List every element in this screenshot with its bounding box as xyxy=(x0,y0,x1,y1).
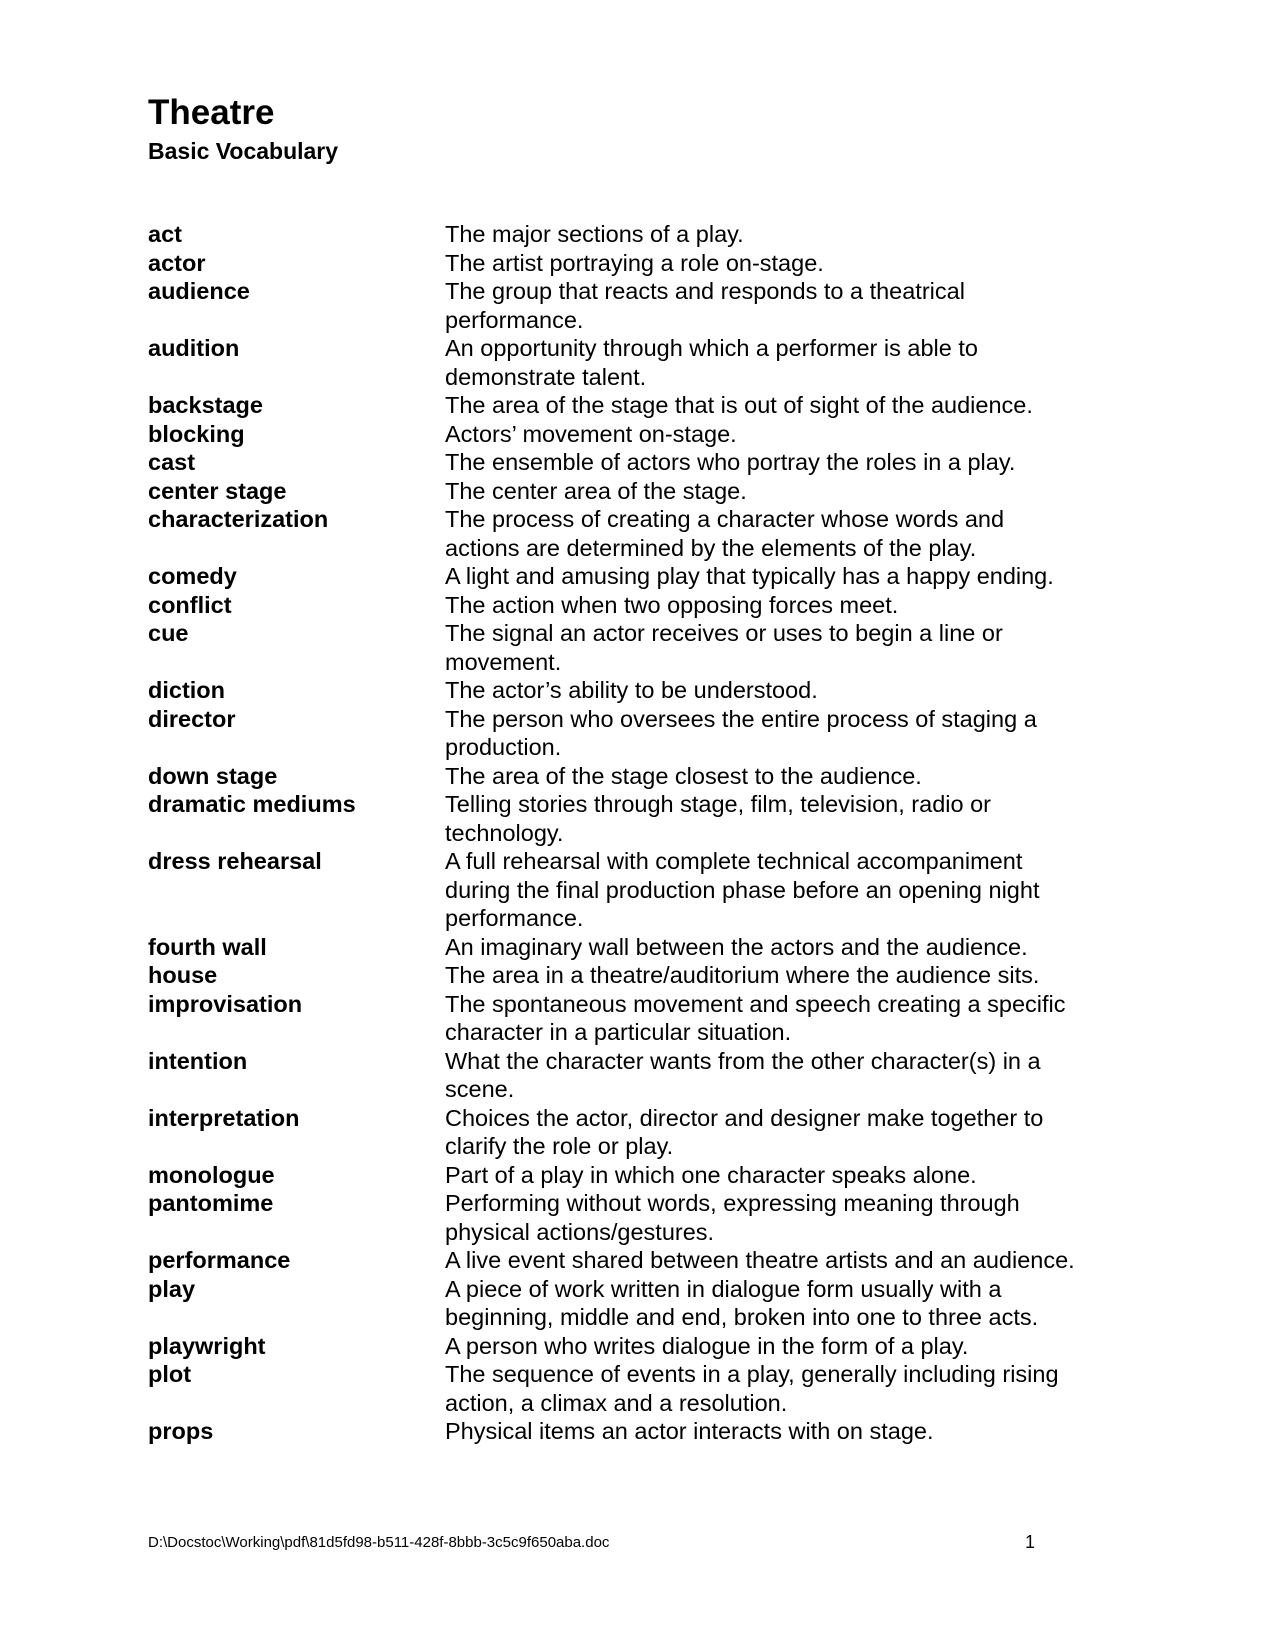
vocabulary-definition: The area of the stage closest to the audience. xyxy=(445,762,922,789)
vocabulary-term: dress rehearsal xyxy=(148,848,322,874)
vocabulary-term: backstage xyxy=(148,392,263,418)
vocabulary-definition: The person who oversees the entire process of staging a production. xyxy=(445,705,1037,760)
vocabulary-definition: The major sections of a play. xyxy=(445,221,744,247)
vocabulary-term: diction xyxy=(148,677,226,703)
page-subtitle: Basic Vocabulary xyxy=(148,138,339,164)
vocabulary-definition: A live event shared between theatre artists and an audience. xyxy=(445,1247,1075,1273)
vocabulary-entry xyxy=(148,1417,1148,1446)
vocabulary-term: cue xyxy=(148,620,189,646)
vocabulary-term: audience xyxy=(148,278,250,304)
page-title: Theatre xyxy=(148,93,275,132)
vocabulary-definition: Part of a play in which one character speaks alone. xyxy=(445,1161,977,1188)
vocabulary-term: characterization xyxy=(148,506,329,532)
vocabulary-entry xyxy=(148,619,1148,676)
page-number: 1 xyxy=(1025,1532,1036,1552)
vocabulary-list xyxy=(148,220,1148,1446)
vocabulary-definition: Choices the actor, director and designer make together to clarify the role or play. xyxy=(445,1104,1044,1159)
vocabulary-entry xyxy=(148,790,1148,847)
vocabulary-definition: Performing without words, expressing meaning through physical actions/gestures. xyxy=(445,1190,1020,1245)
vocabulary-definition: Telling stories through stage, film, television, radio or technology. xyxy=(445,791,991,846)
vocabulary-definition: Actors’ movement on-stage. xyxy=(445,420,737,447)
vocabulary-entry xyxy=(148,477,1148,506)
vocabulary-definition: An opportunity through which a performer is able to demonstrate talent. xyxy=(445,335,978,390)
vocabulary-term: cast xyxy=(148,449,196,475)
vocabulary-definition: The sequence of events in a play, generally including rising action, a climax and a resolution. xyxy=(445,1361,1059,1416)
vocabulary-entry xyxy=(148,990,1148,1047)
vocabulary-definition: The action when two opposing forces meet. xyxy=(445,591,899,618)
vocabulary-entry xyxy=(148,705,1148,762)
vocabulary-term: dramatic mediums xyxy=(148,791,356,817)
vocabulary-entry xyxy=(148,249,1148,278)
vocabulary-entry xyxy=(148,420,1148,449)
vocabulary-term: playwright xyxy=(148,1332,266,1359)
vocabulary-entry xyxy=(148,277,1148,334)
vocabulary-term: monologue xyxy=(148,1161,275,1188)
vocabulary-term: intention xyxy=(148,1047,248,1074)
vocabulary-definition: A person who writes dialogue in the form of a play. xyxy=(445,1332,969,1359)
vocabulary-definition: What the character wants from the other character(s) in a scene. xyxy=(445,1047,1041,1102)
vocabulary-definition: The area of the stage that is out of sight of the audience. xyxy=(445,392,1033,418)
vocabulary-entry xyxy=(148,334,1148,391)
vocabulary-entry xyxy=(148,220,1148,249)
vocabulary-term: play xyxy=(148,1275,196,1302)
vocabulary-term: blocking xyxy=(148,420,245,447)
vocabulary-definition: A piece of work written in dialogue form usually with a beginning, middle and end, broken into one to three acts. xyxy=(445,1275,1039,1330)
vocabulary-entry xyxy=(148,1332,1148,1361)
vocabulary-term: pantomime xyxy=(148,1190,274,1216)
vocabulary-entry xyxy=(148,762,1148,791)
vocabulary-entry xyxy=(148,961,1148,990)
vocabulary-entry xyxy=(148,505,1148,562)
vocabulary-definition: The group that reacts and responds to a theatrical performance. xyxy=(445,278,965,333)
vocabulary-entry xyxy=(148,676,1148,705)
vocabulary-entry xyxy=(148,847,1148,933)
vocabulary-entry xyxy=(148,391,1148,420)
vocabulary-entry xyxy=(148,933,1148,962)
vocabulary-entry xyxy=(148,1275,1148,1332)
vocabulary-entry xyxy=(148,1047,1148,1104)
vocabulary-entry xyxy=(148,1360,1148,1417)
vocabulary-definition: An imaginary wall between the actors and the audience. xyxy=(445,933,1028,960)
vocabulary-term: audition xyxy=(148,335,240,361)
vocabulary-definition: A light and amusing play that typically has a happy ending. xyxy=(445,563,1054,589)
vocabulary-term: actor xyxy=(148,249,206,276)
vocabulary-term: down stage xyxy=(148,762,278,789)
vocabulary-term: fourth wall xyxy=(148,933,267,960)
vocabulary-entry xyxy=(148,1104,1148,1161)
vocabulary-definition: The process of creating a character whose words and actions are determined by the elements of the play. xyxy=(445,506,1005,561)
vocabulary-term: center stage xyxy=(148,477,287,504)
vocabulary-term: props xyxy=(148,1418,214,1444)
vocabulary-entry xyxy=(148,591,1148,620)
vocabulary-term: comedy xyxy=(148,563,237,589)
vocabulary-entry xyxy=(148,1189,1148,1246)
vocabulary-entry xyxy=(148,1161,1148,1190)
vocabulary-term: plot xyxy=(148,1361,192,1387)
footer-file-path: D:\Docstoc\Working\pdf\81d5fd98-b511-428f-8bbb-3c5c9f650aba.doc xyxy=(148,1534,610,1551)
vocabulary-term: interpretation xyxy=(148,1104,300,1131)
vocabulary-entry xyxy=(148,448,1148,477)
vocabulary-definition: The area in a theatre/auditorium where the audience sits. xyxy=(445,962,1040,988)
vocabulary-term: conflict xyxy=(148,591,232,618)
vocabulary-definition: The artist portraying a role on-stage. xyxy=(445,249,824,276)
vocabulary-term: improvisation xyxy=(148,990,303,1017)
vocabulary-definition: A full rehearsal with complete technical accompaniment during the final production phase before an opening night performance. xyxy=(445,848,1040,931)
vocabulary-definition: The signal an actor receives or uses to begin a line or movement. xyxy=(445,620,1003,675)
vocabulary-definition: The ensemble of actors who portray the roles in a play. xyxy=(445,449,1016,475)
vocabulary-entry xyxy=(148,1246,1148,1275)
vocabulary-term: director xyxy=(148,705,236,732)
vocabulary-term: act xyxy=(148,221,182,247)
vocabulary-definition: The spontaneous movement and speech creating a specific character in a particular situation. xyxy=(445,990,1066,1045)
vocabulary-term: house xyxy=(148,962,218,988)
vocabulary-definition: The center area of the stage. xyxy=(445,477,747,504)
vocabulary-entry xyxy=(148,562,1148,591)
vocabulary-term: performance xyxy=(148,1247,291,1273)
vocabulary-definition: Physical items an actor interacts with on stage. xyxy=(445,1418,934,1444)
vocabulary-definition: The actor’s ability to be understood. xyxy=(445,677,818,703)
